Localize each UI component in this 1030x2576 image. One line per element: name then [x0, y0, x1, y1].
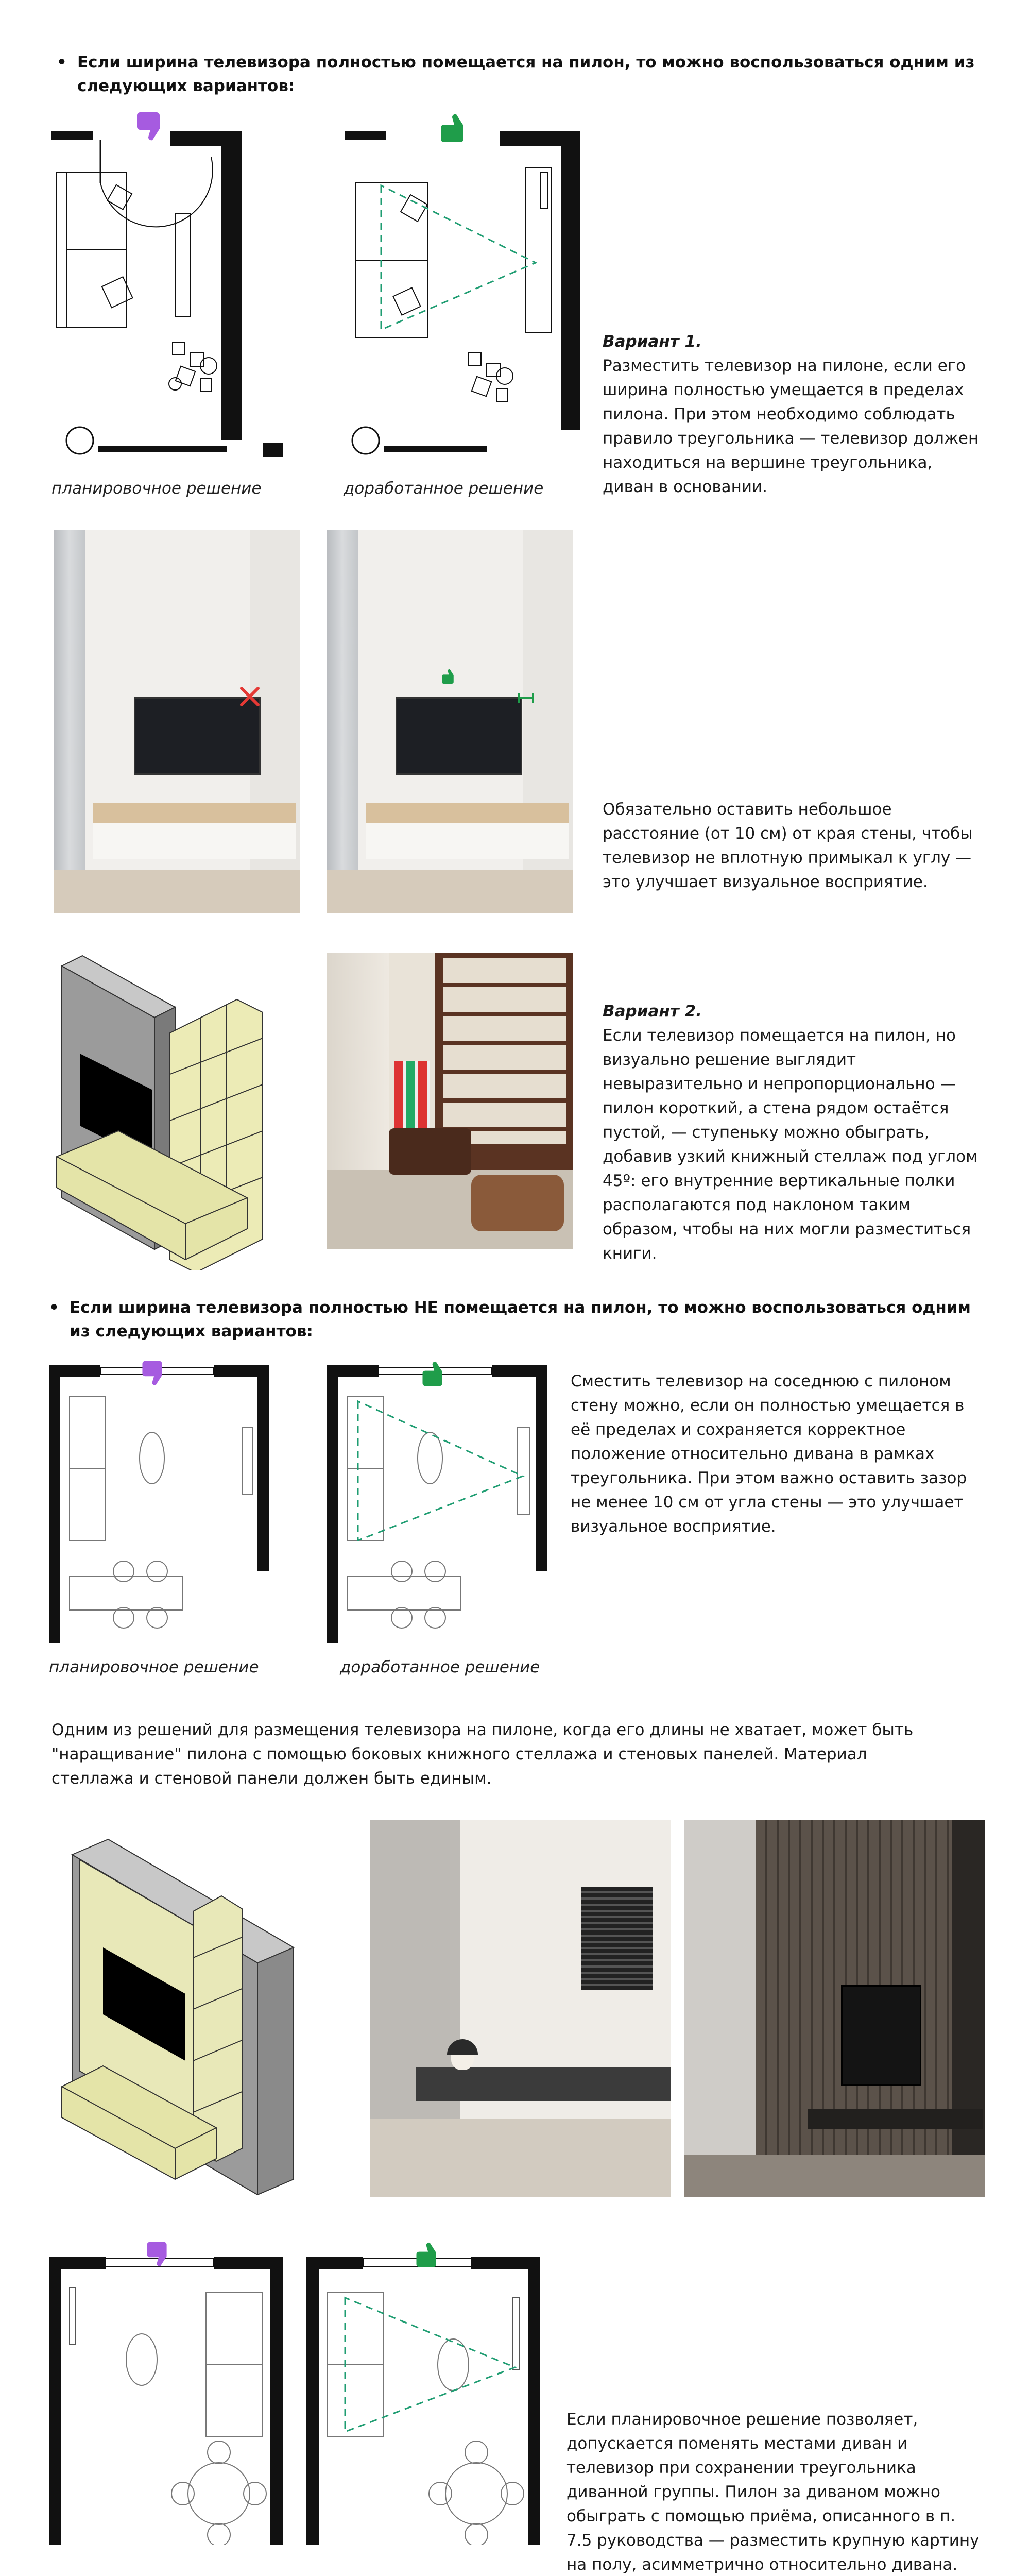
render-tv-corner-good	[327, 530, 573, 913]
render-console-lamp	[370, 1820, 671, 2197]
bullet-tv-fits-pylon: • Если ширина телевизора полностью помещается на пилон, то можно воспользоваться одним из следующих вариантов:	[77, 50, 984, 98]
variant-2-block	[603, 999, 984, 1266]
thumbs-down-icon-3	[145, 2240, 172, 2269]
caption-plan-original-2: планировочное решение	[49, 1658, 259, 1676]
axonometric-shelf-45	[52, 951, 278, 1270]
caption-plan-improved: доработанное решение	[344, 479, 544, 498]
variant-1-block	[603, 330, 984, 499]
thumbs-up-small-icon	[441, 667, 457, 685]
thumbs-down-icon	[135, 110, 166, 143]
floor-plan-improved-3	[306, 2241, 543, 2545]
shift-tv-text: Сместить телевизор на соседнюю с пилоном стену можно, если он полностью умещается в её пределах и сохраняется корректное положение относительно дивана в рамках треугольника. При этом важно оставить зазор не менее 10 см от угла стены — это улучшает визуальное восприятие.	[571, 1372, 967, 1536]
gap-note: Обязательно оставить небольшое расстояние (от 10 см) от края стены, чтобы телевизор не вплотную примыкал к углу — это улучшает визуальное восприятие.	[603, 800, 973, 891]
render-living-room-shelving	[327, 953, 573, 1249]
floor-plan-original-2	[49, 1360, 270, 1649]
caption-plan-improved-2: доработанное решение	[340, 1658, 540, 1676]
pylon-extension-text: Одним из решений для размещения телевизора на пилоне, когда его длины не хватает, может быть "наращивание" пилона с помощью боковых книжного стеллажа и стеновых панелей. Материал стеллажа и стеновой панели должен быть единым.	[52, 1721, 914, 1788]
caption-plan-original: планировочное решение	[52, 479, 262, 498]
thumbs-up-icon	[439, 110, 471, 144]
bullet-tv-not-fits-pylon: • Если ширина телевизора полностью НЕ помещается на пилон, то можно воспользоваться одним из следующих вариантов:	[70, 1296, 984, 1343]
render-wood-panel-tv	[684, 1820, 985, 2197]
thumbs-up-icon-3	[415, 2239, 442, 2269]
render-tv-corner-bad	[54, 530, 300, 913]
cross-icon	[238, 685, 261, 708]
floor-plan-original-3	[49, 2241, 286, 2545]
variant-1-text: Разместить телевизор на пилоне, если его ширина полностью умещается в пределах пилона. При этом необходимо соблюдать правило треугольника — телевизор должен находиться на вершине треугольника, диван в основании.	[603, 357, 979, 496]
gap-marker-icon	[518, 692, 534, 704]
thumbs-down-icon-2	[141, 1359, 167, 1388]
swap-sofa-tv-text: Если планировочное решение позволяет, допускается поменять местами диван и телевизор при сохранении треугольника диванной группы. Пилон за диваном можно обыграть с помощью приёма, описанного в п. 7.5 руководства — разместить крупную картину на полу, асимметрично относительно дивана.	[566, 2410, 980, 2574]
axonometric-pylon-extension	[52, 1819, 360, 2195]
variant-2-text: Если телевизор помещается на пилон, но визуально решение выглядит невыразительно и непропорционально — пилон короткий, а стена рядом остаётся пустой, — ступеньку можно обыграть, добавив узкий книжный стеллаж под углом 45º: его внутренние вертикальные полки располагаются под наклоном таким образом, чтобы на них могли разместиться книги.	[603, 1026, 978, 1263]
floor-plan-original-1	[52, 111, 288, 461]
thumbs-up-icon-2	[421, 1358, 449, 1388]
floor-plan-improved-2	[327, 1360, 548, 1649]
variant-1-title: Вариант 1.	[603, 332, 702, 351]
variant-2-title: Вариант 2.	[603, 1002, 702, 1021]
floor-plan-improved-1	[345, 111, 582, 461]
